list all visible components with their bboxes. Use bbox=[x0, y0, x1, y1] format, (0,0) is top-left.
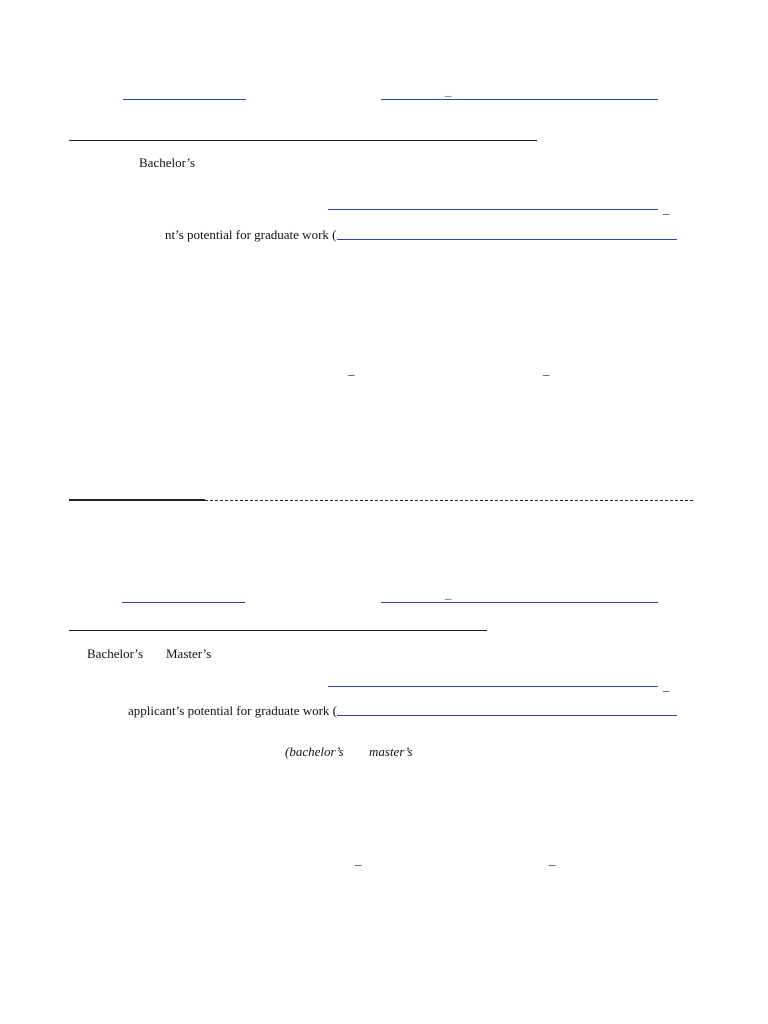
bottom-rating-dash-1: _ bbox=[355, 852, 362, 867]
cut-line-dashed-segment bbox=[205, 500, 693, 501]
top-program-field[interactable] bbox=[328, 209, 658, 210]
top-id-field[interactable] bbox=[381, 99, 658, 100]
top-potential-label: nt’s potential for graduate work ( bbox=[165, 227, 337, 242]
bottom-potential-field[interactable] bbox=[337, 715, 677, 716]
bottom-program-field[interactable] bbox=[328, 686, 658, 687]
top-bachelor-label: Bachelor’s bbox=[139, 155, 196, 170]
bottom-program-dash: _ bbox=[663, 678, 670, 693]
top-program-dash: _ bbox=[663, 201, 670, 216]
top-name-dash: _ bbox=[445, 83, 452, 98]
bottom-degree-note-bachelor: (bachelor’s bbox=[285, 744, 344, 759]
bottom-name-field[interactable] bbox=[122, 602, 245, 603]
top-section-rule bbox=[69, 140, 537, 141]
cut-line-solid-segment bbox=[69, 499, 205, 501]
top-rating-dash-2: _ bbox=[543, 362, 550, 377]
top-potential-field[interactable] bbox=[337, 239, 677, 240]
bottom-potential-label: applicant’s potential for graduate work ( bbox=[128, 703, 338, 718]
bottom-bachelor-label: Bachelor’s bbox=[87, 646, 144, 661]
bottom-section-rule bbox=[69, 630, 487, 631]
bottom-degree-note-master: master’s bbox=[369, 744, 413, 759]
top-rating-dash-1: _ bbox=[348, 362, 355, 377]
bottom-rating-dash-2: _ bbox=[549, 852, 556, 867]
bottom-master-label: Master’s bbox=[166, 646, 212, 661]
top-name-field[interactable] bbox=[123, 99, 246, 100]
bottom-name-dash: _ bbox=[445, 586, 452, 601]
bottom-id-field[interactable] bbox=[381, 602, 658, 603]
